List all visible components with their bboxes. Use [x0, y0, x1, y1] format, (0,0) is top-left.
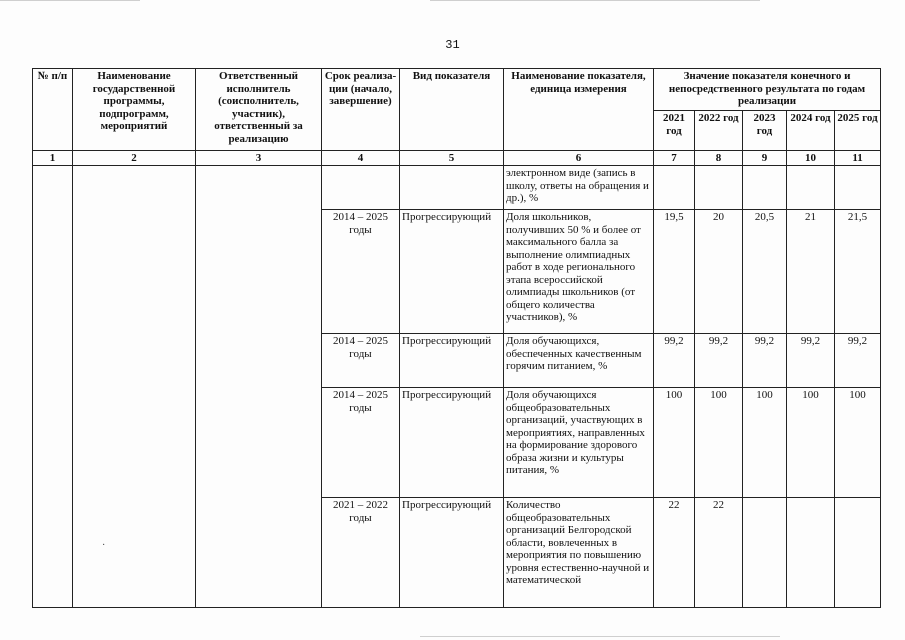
cell-value	[835, 498, 881, 608]
cell-value	[787, 498, 835, 608]
header-term: Срок реализа-ции (начало, завершение)	[322, 69, 400, 151]
cell-value: 100	[654, 388, 695, 498]
cell-value	[695, 166, 743, 210]
column-number-row	[33, 151, 881, 166]
cell-value: 100	[695, 388, 743, 498]
page-number: 31	[445, 38, 460, 52]
column-number: 2	[73, 151, 196, 166]
scan-speck: ·	[102, 540, 106, 551]
table-row	[33, 166, 881, 210]
column-number: 1	[33, 151, 73, 166]
column-number: 5	[400, 151, 504, 166]
cell-number	[33, 166, 73, 608]
column-number: 7	[654, 151, 695, 166]
cell-value: 21,5	[835, 210, 881, 334]
column-number: 4	[322, 151, 400, 166]
cell-term	[322, 166, 400, 210]
cell-value	[787, 166, 835, 210]
header-year-2023: 2023 год	[743, 111, 787, 151]
cell-term: 2014 – 2025 годы	[322, 388, 400, 498]
cell-value: 20,5	[743, 210, 787, 334]
cell-value: 22	[695, 498, 743, 608]
header-program-name: Наименование государственной программы, подпрограмм, мероприятий	[73, 69, 196, 151]
column-number: 9	[743, 151, 787, 166]
header-year-2024: 2024 год	[787, 111, 835, 151]
cell-value: 99,2	[835, 334, 881, 388]
cell-value: 100	[743, 388, 787, 498]
cell-value	[743, 498, 787, 608]
cell-indicator-name: Доля школьников, получивших 50 % и более от максимального балла за выполнение олимпиадных работ в ходе регионального этапа всероссийской олимпиады школьников (от общего количества участников), %	[504, 210, 654, 334]
cell-indicator-name: Количество общеобразовательных организаций Белгородской области, вовлеченных в мероприятия по повышению уровня естественно-научной и математической	[504, 498, 654, 608]
cell-value	[835, 166, 881, 210]
indicator-table	[32, 68, 881, 608]
cell-indicator-type: Прогрессирующий	[400, 498, 504, 608]
column-number: 8	[695, 151, 743, 166]
header-values-group: Значение показателя конечного и непосредственного результата по годам реализации	[654, 69, 881, 111]
header-number: № п/п	[33, 69, 73, 151]
cell-value: 22	[654, 498, 695, 608]
cell-indicator-name: Доля обучающихся, обеспеченных качественным горячим питанием, %	[504, 334, 654, 388]
cell-responsible	[196, 166, 322, 608]
header-year-2021: 2021 год	[654, 111, 695, 151]
cell-value: 99,2	[743, 334, 787, 388]
cell-program-name	[73, 166, 196, 608]
column-number: 3	[196, 151, 322, 166]
cell-term: 2014 – 2025 годы	[322, 334, 400, 388]
header-responsible: Ответственный исполнитель (соисполнитель, участник), ответственный за реализацию	[196, 69, 322, 151]
cell-value: 100	[787, 388, 835, 498]
cell-indicator-type: Прогрессирующий	[400, 210, 504, 334]
cell-value: 99,2	[695, 334, 743, 388]
cell-value: 99,2	[787, 334, 835, 388]
cell-indicator-type: Прогрессирующий	[400, 388, 504, 498]
cell-value: 20	[695, 210, 743, 334]
column-number: 11	[835, 151, 881, 166]
header-indicator-name: Наименование показателя, единица измерения	[504, 69, 654, 151]
cell-value	[743, 166, 787, 210]
cell-value	[654, 166, 695, 210]
header-year-2022: 2022 год	[695, 111, 743, 151]
cell-value: 99,2	[654, 334, 695, 388]
column-number: 6	[504, 151, 654, 166]
column-number: 10	[787, 151, 835, 166]
cell-value: 100	[835, 388, 881, 498]
cell-indicator-type	[400, 166, 504, 210]
cell-term: 2021 – 2022 годы	[322, 498, 400, 608]
header-year-2025: 2025 год	[835, 111, 881, 151]
cell-indicator-name: электронном виде (запись в школу, ответы на обращения и др.), %	[504, 166, 654, 210]
cell-indicator-name: Доля обучающихся общеобразовательных организаций, участвующих в мероприятиях, направленных на формирование здорового образа жизни и культуры питания, %	[504, 388, 654, 498]
cell-value: 21	[787, 210, 835, 334]
cell-value: 19,5	[654, 210, 695, 334]
cell-term: 2014 – 2025 годы	[322, 210, 400, 334]
header-indicator-type: Вид показателя	[400, 69, 504, 151]
cell-indicator-type: Прогрессирующий	[400, 334, 504, 388]
